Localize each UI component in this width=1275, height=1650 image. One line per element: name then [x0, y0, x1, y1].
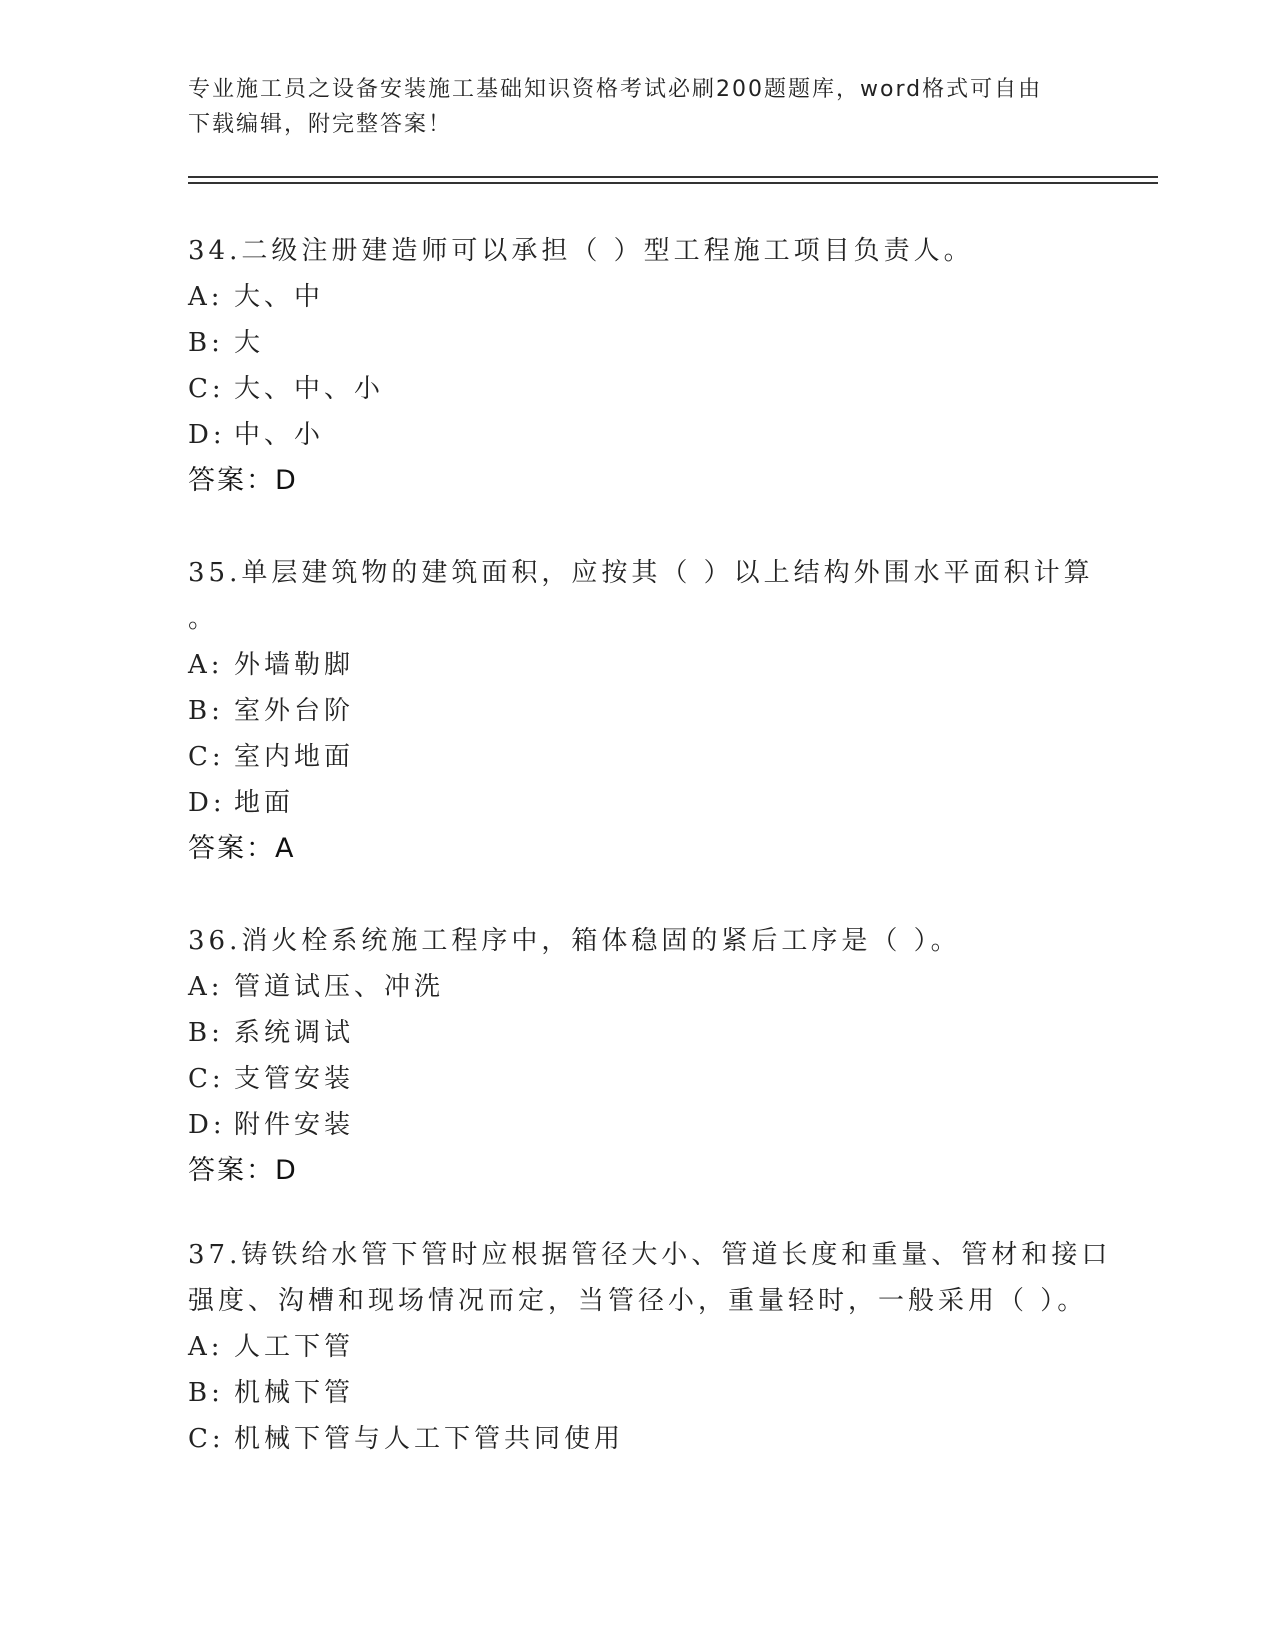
option-letter: D: [188, 1110, 226, 1140]
option-b [188, 1010, 1088, 1056]
answer-key: 答案：D [188, 465, 298, 496]
option-d [188, 780, 1088, 826]
option-a [188, 274, 1088, 320]
option-c [188, 1056, 1088, 1102]
option-letter: B: [188, 696, 224, 726]
question-stem [188, 1232, 1112, 1324]
question-34 [188, 228, 1088, 504]
question-stem-line: 37.铸铁给水管下管时应根据管径大小、管道长度和重量、管材和接口 [188, 1240, 1112, 1270]
question-35 [188, 550, 1094, 872]
question-37 [188, 1232, 1112, 1462]
option-text: 室外台阶 [234, 696, 355, 726]
header-line-2: 下载编辑，附完整答案！ [188, 112, 453, 137]
option-b [188, 320, 1088, 366]
option-letter: A: [188, 282, 224, 312]
header-divider-bottom [188, 182, 1158, 184]
option-letter: B: [188, 1018, 224, 1048]
option-c [188, 1416, 1088, 1462]
option-letter: A: [188, 650, 224, 680]
option-letter: B: [188, 328, 224, 358]
option-c [188, 366, 1088, 412]
question-stem-line: 35.单层建筑物的建筑面积，应按其（ ）以上结构外围水平面积计算 [188, 558, 1094, 588]
option-letter: B: [188, 1378, 224, 1408]
option-letter: C: [188, 374, 225, 404]
question-36 [188, 918, 1088, 1194]
option-text: 大 [234, 328, 265, 358]
question-stem [188, 228, 1088, 274]
question-stem-line: 。 [188, 604, 219, 634]
question-stem [188, 918, 1088, 964]
option-letter: A: [188, 972, 224, 1002]
option-c [188, 734, 1088, 780]
option-letter: C: [188, 742, 225, 772]
option-text: 附件安装 [234, 1110, 355, 1140]
question-stem-line: 强度、沟槽和现场情况而定，当管径小，重量轻时，一般采用（ ）。 [188, 1286, 1088, 1316]
option-d [188, 412, 1088, 458]
option-text: 机械下管与人工下管共同使用 [234, 1424, 625, 1454]
document-header [188, 72, 1088, 142]
header-divider-top [188, 176, 1158, 178]
option-a [188, 642, 1088, 688]
option-text: 地面 [234, 788, 295, 818]
option-text: 支管安装 [234, 1064, 355, 1094]
option-a [188, 964, 1088, 1010]
option-letter: A: [188, 1332, 224, 1362]
option-text: 系统调试 [234, 1018, 355, 1048]
option-text: 外墙勒脚 [234, 650, 355, 680]
option-letter: C: [188, 1064, 225, 1094]
question-stem [188, 550, 1094, 642]
answer-key: 答案：D [188, 1155, 298, 1186]
question-stem-line: 34.二级注册建造师可以承担（ ）型工程施工项目负责人。 [188, 236, 974, 266]
option-letter: D: [188, 788, 226, 818]
option-text: 大、中、小 [234, 374, 385, 404]
header-line-1: 专业施工员之设备安装施工基础知识资格考试必刷200题题库，word格式可自由 [188, 77, 1043, 102]
option-b [188, 1370, 1088, 1416]
option-letter: C: [188, 1424, 225, 1454]
option-text: 管道试压、冲洗 [234, 972, 445, 1002]
answer-key: 答案：A [188, 833, 296, 864]
option-letter: D: [188, 420, 226, 450]
option-text: 人工下管 [234, 1332, 355, 1362]
option-text: 大、中 [234, 282, 325, 312]
option-a [188, 1324, 1088, 1370]
question-stem-line: 36.消火栓系统施工程序中，箱体稳固的紧后工序是（ ）。 [188, 926, 961, 956]
option-text: 室内地面 [234, 742, 355, 772]
option-text: 机械下管 [234, 1378, 355, 1408]
option-text: 中、小 [234, 420, 325, 450]
option-b [188, 688, 1088, 734]
option-d [188, 1102, 1088, 1148]
